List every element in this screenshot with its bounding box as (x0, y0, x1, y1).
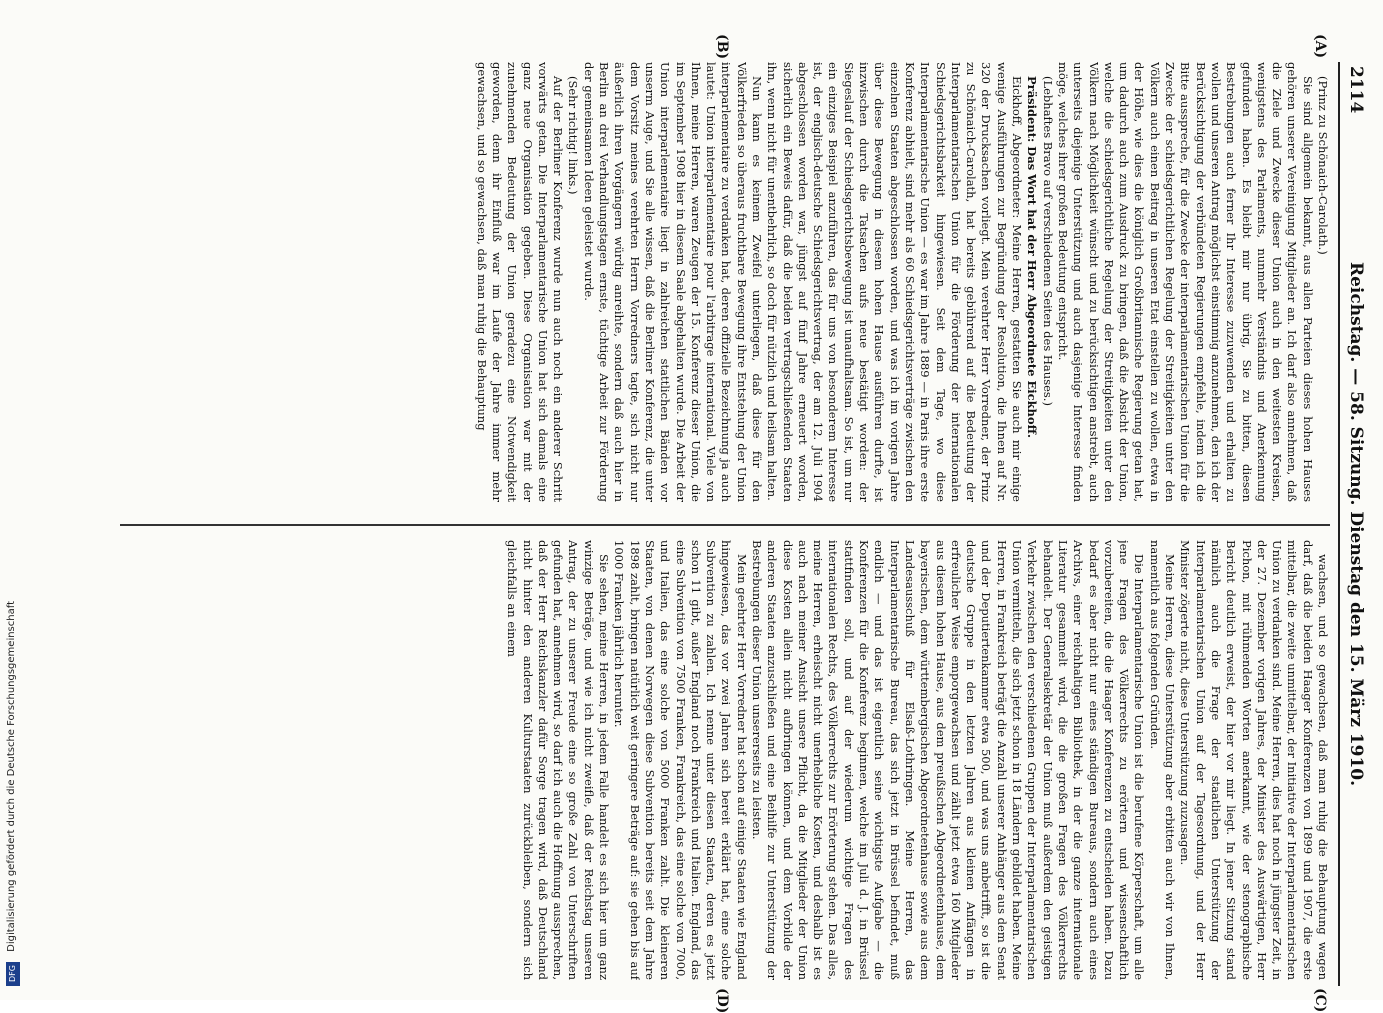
paragraph: Präsident: Das Wort hat der Herr Abgeordnete Eickhoff. (1025, 76, 1040, 439)
page-title: Reichstag. — 58. Sitzung. Dienstag den 15. März 1910. (1346, 261, 1366, 787)
paragraph: Mein geehrter Herr Vorredner hat schon auf einige Staaten wie England hingewiesen, das vor zwei Jahren sich bereit erklärt hat, eine solche Subvention zu zahlen. Ich nenne unter diesen Staaten, deren es jetzt schon 11 gibt, außer England noch Frankreich und Italien. England, das eine Subvention von 7500 Franken, Frankreich, das eine solche von 7000, und Italien, das eine solche von 5000 Franken zahlt. Die kleineren Staaten, von denen Norwegen diese Subvention bereits seit dem Jahre 1898 zahlt, bringen natürlich weit geringere Beträge auf: sie gehen bis auf 1000 Franken jährlich herunter. (612, 540, 749, 980)
page-header (1338, 62, 1370, 986)
margin-marker-c: (C) (1312, 988, 1328, 1013)
column-divider (120, 524, 1330, 526)
paragraph: Sie sehen, meine Herren, in jedem Falle handelt es sich hier um ganz winzige Beträge, und wie ich nicht zweifle, daß der Reichstag unseren Antrag, der zu unserer Freude eine so große Zahl von Unterschriften gefunden hat, annehmen wird, so darf ich auch die Hoffnung aussprechen, daß der Herr Reichskanzler dafür Sorge tragen wird, daß Deutschland nicht hinter den anderen Kulturstaaten zurückbleiben, sondern sich gleichfalls an einem (505, 540, 612, 980)
dfg-logo: DFG (6, 962, 20, 986)
digitization-credit: Digitalisierung gefördert durch die Deutsche Forschungsgemeinschaft (6, 601, 17, 952)
margin-marker-b: (B) (714, 34, 730, 60)
paragraph: Eickhoff, Abgeordneter: Meine Herren, gestatten Sie auch mir einige wenige Ausführungen zur Begründung der Resolution, die Ihnen auf Nr. 320 der Drucksachen vorliegt. Mein verehrter Herr Vorredner, der Prinz zu Schönaich-Carolath, hat bereits gebührend auf die Bedeutung der Interparlamentarischen Union für die Förderung der internationalen Schiedsgerichtsbarkeit hingewiesen. Seit dem Tage, wo diese Interparlamentarische Union — es war im Jahre 1889 — in Paris ihre erste Konferenz abhielt, sind mehr als 60 Schiedsgerichtsverträge zwischen den einzelnen Staaten abgeschlossen worden, und was ich im vorigen Jahre über diese Bewegung in diesem hohen Hause ausführen durfte, ist inzwischen durch die Tatsachen aufs neue bestätigt worden: der Siegeslauf der Schiedsgerichtsbewegung ist unaufhaltsam. So ist, um nur ein einziges Beispiel anzuführen, das für uns von besonderem Interesse ist, der englisch-deutsche Schiedsgerichtsvertrag, der am 12. Juli 1904 abgeschlossen worden war, jüngst auf fünf Jahre erneuert worden, sicherlich ein Beweis dafür, daß die beiden vertragschließenden Staaten ihn, wenn nicht für unentbehrlich, so doch für nützlich und heilsam halten. (765, 62, 1025, 502)
rotated-page (90, 34, 1370, 1013)
header-rule (1338, 62, 1340, 986)
right-column (110, 540, 1330, 980)
paragraph: Auf der Berliner Konferenz wurde nun auch noch ein anderer Schritt vorwärts getan. Die Interparlamentarische Union hat sich damals eine ganz neue Organisation gegeben. Diese Organisation war mit der zunehmenden Bedeutung der Union geradezu eine Notwendigkeit geworden, denn ihr Einfluß war im Laufe der Jahre immer mehr gewachsen, und so gewachsen, daß man ruhig die Behauptung (474, 62, 566, 502)
page-number: 2114 (1346, 66, 1366, 114)
paragraph: wachsen, und so gewachsen, daß man ruhig die Behauptung wagen darf, daß die beiden Haager Konferenzen von 1899 und 1907, die erste mittelbar, die zweite unmittelbar, der Initiative der Interparlamentarischen Union zu verdanken sind. Meine Herren, dies hat noch in jüngster Zeit, in der 27. Dezember vorigen Jahres, der Minister des Auswärtigen, Herr Pichon, mit rühmenden Worten anerkannt, wie der stenographische Bericht deutlich erweist, der hier vor mir liegt. In jener Sitzung stand nämlich auch die Frage der staatlichen Unterstützung der Interparlamentarischen Union auf der Tagesordnung, und der Herr Minister zögerte nicht, diese Unterstützung zuzusagen. (1178, 540, 1330, 980)
paragraph: (Sehr richtig! links.) (566, 76, 581, 195)
paragraph: Meine Herren, diese Unterstützung aber erbitten auch wir von Ihnen, namentlich aus folgenden Gründen. (1147, 540, 1178, 980)
margin-marker-a: (A) (1312, 34, 1328, 59)
paragraph: (Prinz zu Schönaich-Carolath.) (1316, 76, 1330, 255)
paragraph: Nun kann es keinem Zweifel unterliegen, daß diese für den Völkerfrieden so überaus fruchtbare Bewegung ihre Entstehung der Union interparlementaire zu verdanken hat, deren offizielle Bezeichnung ja auch lautet: Union interparlementaire pour l'arbitrage international. Viele von Ihnen, meine Herren, waren Zeugen der 15. Konferenz dieser Union, die im September 1908 hier in diesem Saale abgehalten wurde. Die Arbeit der Union interparlementaire liegt in zahlreichen stattlichen Bänden vor unserm Auge, und Sie alle wissen, daß die Berliner Konferenz, die unter dem Vorsitz meines verehrten Herrn Vorredners tagte, sich nicht nur äußerlich ihren Vorgängern würdig anreihte, sondern daß auch hier in Berlin an drei Verhandlungstagen ernste, tüchtige Arbeit zur Förderung der gemeinsamen Ideen geleistet wurde. (581, 62, 765, 502)
paragraph: (Lebhaftes Bravo auf verschiedenen Seiten des Hauses.) (1040, 76, 1055, 406)
footer-strip (4, 8, 18, 992)
margin-marker-d: (D) (714, 988, 730, 1013)
paragraph: Die Interparlamentarische Union ist die berufene Körperschaft, um alle jene Fragen des Völkerrechts zu erörtern und wissenschaftlich vorzubereiten, die die Haager Konferenzen zu entscheiden haben. Dazu bedarf es aber nicht nur eines ständigen Bureaus, sondern auch eines Archivs, einer reichhaltigen Bibliothek, in der die ganze internationale Literatur gesammelt wird, die die großen Fragen des Völkerrechts behandelt. Der Generalsekretär der Union muß außerdem den geistigen Verkehr zwischen den verschiedenen Gruppen der Interparlamentarischen Union vermitteln, die sich jetzt schon in 18 Ländern gebildet haben. Meine Herren, in Frankreich beträgt die Anzahl unserer Anhänger aus dem Senat und der Deputiertenkammer etwa 500, und was uns anbetrifft, so ist die deutsche Gruppe in den letzten Jahren aus kleinen Anfängen in erfreulicher Weise emporgewachsen und zählt jetzt etwa 160 Mitglieder aus diesem hohen Hause, aus dem preußischen Abgeordnetenhause, dem bayerischen, dem württembergischen Abgeordnetenhause sowie aus dem Landesausschuß für Elsaß-Lothringen. Meine Herren, das Interparlamentarische Bureau, das sich jetzt in Brüssel befindet, muß endlich — und das ist eigentlich seine wichtigste Aufgabe — die Konferenzen für die Konferenz beginnen, welche im Juli d. J. in Brüssel stattfinden soll, und auf der wiederum wichtige Fragen des internationalen Rechts, des Völkerrechts zur Erörterung stehen. Das alles, meine Herren, erheischt nicht unerhebliche Kosten, und deshalb ist es auch nach meiner Ansicht unsere Pflicht, da die Mitglieder der Union diese Kosten allein nicht aufbringen können, und dem Vorbilde der anderen Staaten anzuschließen und eine Beihilfe zur Unterstützung der Bestrebungen dieser Union unsererseits zu leisten. (750, 540, 1147, 980)
paragraph: Sie sind allgemein bekannt, aus allen Parteien dieses hohen Hauses gehören unserer Vereinigung Mitglieder an. Ich darf also annehmen, daß die Ziele und Zwecke dieser Union auch in den weitesten Kreisen, wenigstens des Parlaments, nunmehr Verständnis und Anerkennung gefunden haben. Es bleibt mir nur übrig, Sie zu bitten, diesen Bestrebungen auch ferner Ihr Interesse zuzuwenden und erhalten zu wollen und unseren Antrag möglichst einstimmig anzunehmen, den ich der Berücksichtigung der verbündeten Regierungen empfehle, indem ich die Bitte ausspreche, für die Zwecke der interparlamentarischen Union für die Zwecke der schiedsgerichtlichen Regelung der Streitigkeiten unter den Völkern auch einen Beitrag in unseren Etat einstellen zu wollen, etwa in der Höhe, wie dies die königlich Großbritannische Regierung getan hat, um dadurch auch zum Ausdruck zu bringen, daß die Absicht der Union, welche die schiedsgerichtliche Regelung der Streitigkeiten unter den Völkern nach Möglichkeit wünscht und zu berücksichtigen anstrebt, auch unterseits diejenige Unterstützung und auch dasjenige Interesse finden möge, welches ihrer großen Bedeutung entspricht. (1055, 62, 1315, 502)
left-column (110, 62, 1330, 502)
